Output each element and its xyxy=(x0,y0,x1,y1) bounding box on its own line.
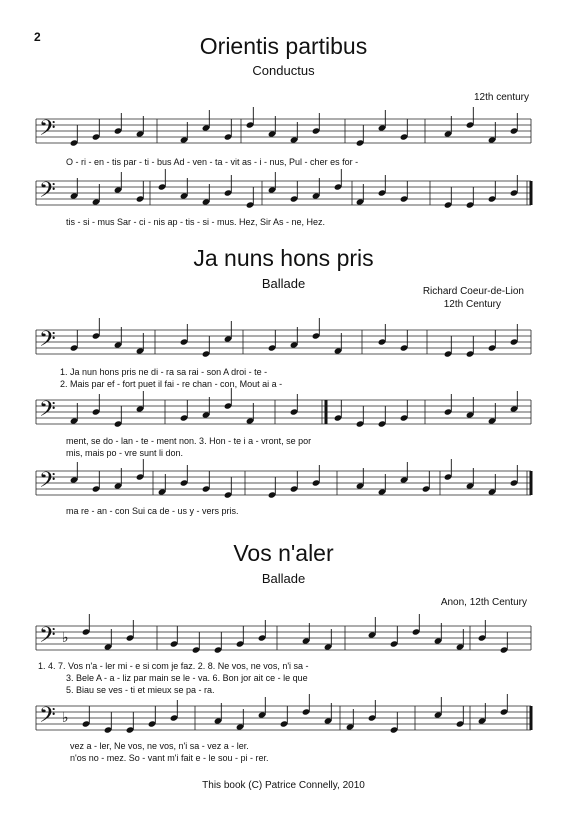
song-subtitle-3: Ballade xyxy=(261,571,306,586)
song-title-1: Orientis partibus xyxy=(199,33,368,59)
song-attribution-2a: Richard Coeur-de-Lion xyxy=(422,286,524,297)
lyric-line: tis - si - mus Sar - ci - nis ap - tis - si - mus. Hez, Sir As - ne, Hez. xyxy=(66,217,326,227)
bass-clef-icon: 𝄢 xyxy=(39,397,56,427)
copyright-footer: This book (C) Patrice Connelly, 2010 xyxy=(202,780,365,791)
song-title-2: Ja nuns hons pris xyxy=(193,245,374,271)
page-number: 2 xyxy=(34,30,41,44)
bass-clef-icon: 𝄢 xyxy=(39,703,56,733)
bass-clef-icon: 𝄢 xyxy=(39,116,56,146)
lyric-line: mis, mais po - vre sunt li don. xyxy=(66,448,184,458)
song-subtitle-2: Ballade xyxy=(261,276,306,291)
lyric-line: 5. Biau se ves - ti et mieux se pa - ra. xyxy=(66,685,215,695)
bass-clef-icon: 𝄢 xyxy=(39,327,56,357)
lyric-line: ment, se do - lan - te - ment non. 3. Hon - te i a - vront, se por xyxy=(66,436,312,446)
song-subtitle-1: Conductus xyxy=(252,63,315,78)
lyric-line: 1. Ja nun hons pris ne di - ra sa rai - son A droi - te - xyxy=(60,367,268,377)
lyric-line: ma re - an - con Sui ca de - us y - vers pris. xyxy=(66,506,239,516)
lyric-line: 1. 4. 7. Vos n'a - ler mi - e si com je faz. 2. 8. Ne vos, ne vos, n'i sa - xyxy=(38,661,309,671)
bass-clef-icon: 𝄢 xyxy=(39,468,56,498)
lyric-line: O - ri - en - tis par - ti - bus Ad - ven - ta - vit as - i - nus, Pul - cher es for - xyxy=(66,157,359,167)
lyric-line: vez a - ler, Ne vos, ne vos, n'i sa - vez a - ler. xyxy=(70,741,249,751)
lyric-line: 3. Bele A - a - liz par main se le - va. 6. Bon jor ait ce - le que xyxy=(66,673,308,683)
song-attribution-3: Anon, 12th Century xyxy=(440,597,527,608)
flat-icon: ♭ xyxy=(62,710,69,726)
bass-clef-icon: 𝄢 xyxy=(39,178,56,208)
flat-icon: ♭ xyxy=(62,630,69,646)
song-attribution-2b: 12th Century xyxy=(443,299,501,310)
bass-clef-icon: 𝄢 xyxy=(39,623,56,653)
song-attribution-1: 12th century xyxy=(473,92,529,103)
lyric-line: n'os no - mez. So - vant m'i fait e - le sou - pi - rer. xyxy=(70,753,269,763)
lyric-line: 2. Mais par ef - fort puet il fai - re chan - con, Mout ai a - xyxy=(60,379,283,389)
song-title-3: Vos n'aler xyxy=(233,540,334,566)
